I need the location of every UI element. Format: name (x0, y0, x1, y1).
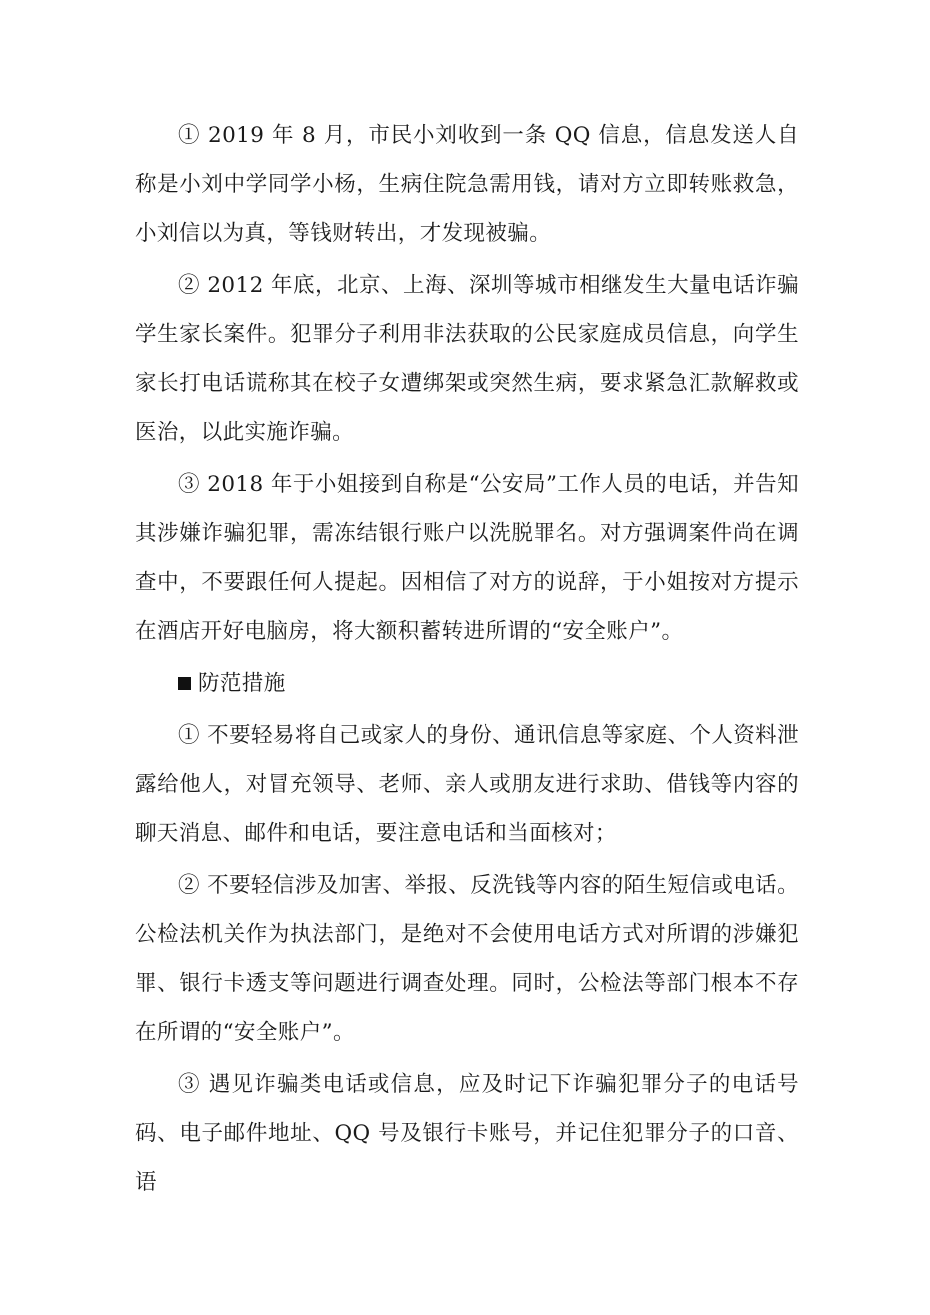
prevention-item-1: ① 不要轻易将自己或家人的身份、通讯信息等家庭、个人资料泄露给他人，对冒充领导、老师、亲人或朋友进行求助、借钱等内容的聊天消息、邮件和电话，要注意电话和当面核对； (135, 723, 799, 846)
document-body (135, 111, 799, 1210)
square-bullet-icon (178, 677, 191, 690)
case-paragraph-2: ② 2012 年底，北京、上海、深圳等城市相继发生大量电话诈骗学生家长案件。犯罪分子利用非法获取的公民家庭成员信息，向学生家长打电话谎称其在校子女遭绑架或突然生病，要求紧急汇款解救或医治，以此实施诈骗。 (135, 273, 799, 445)
prevention-heading (135, 659, 799, 708)
prevention-item-2: ② 不要轻信涉及加害、举报、反洗钱等内容的陌生短信或电话。公检法机关作为执法部门，是绝对不会使用电话方式对所谓的涉嫌犯罪、银行卡透支等问题进行调查处理。同时，公检法等部门根本不存在所谓的“安全账户”。 (135, 873, 799, 1045)
prevention-heading-text: 防范措施 (198, 671, 286, 696)
prevention-item-3: ③ 遇见诈骗类电话或信息，应及时记下诈骗犯罪分子的电话号码、电子邮件地址、QQ 号及银行卡账号，并记住犯罪分子的口音、语 (135, 1072, 799, 1195)
case-paragraph-3: ③ 2018 年于小姐接到自称是“公安局”工作人员的电话，并告知其涉嫌诈骗犯罪，需冻结银行账户以洗脱罪名。对方强调案件尚在调查中，不要跟任何人提起。因相信了对方的说辞，于小姐按对方提示在酒店开好电脑房，将大额积蓄转进所谓的“安全账户”。 (135, 472, 799, 644)
case-paragraph-1: ① 2019 年 8 月，市民小刘收到一条 QQ 信息，信息发送人自称是小刘中学同学小杨，生病住院急需用钱，请对方立即转账救急，小刘信以为真，等钱财转出，才发现被骗。 (135, 123, 799, 246)
